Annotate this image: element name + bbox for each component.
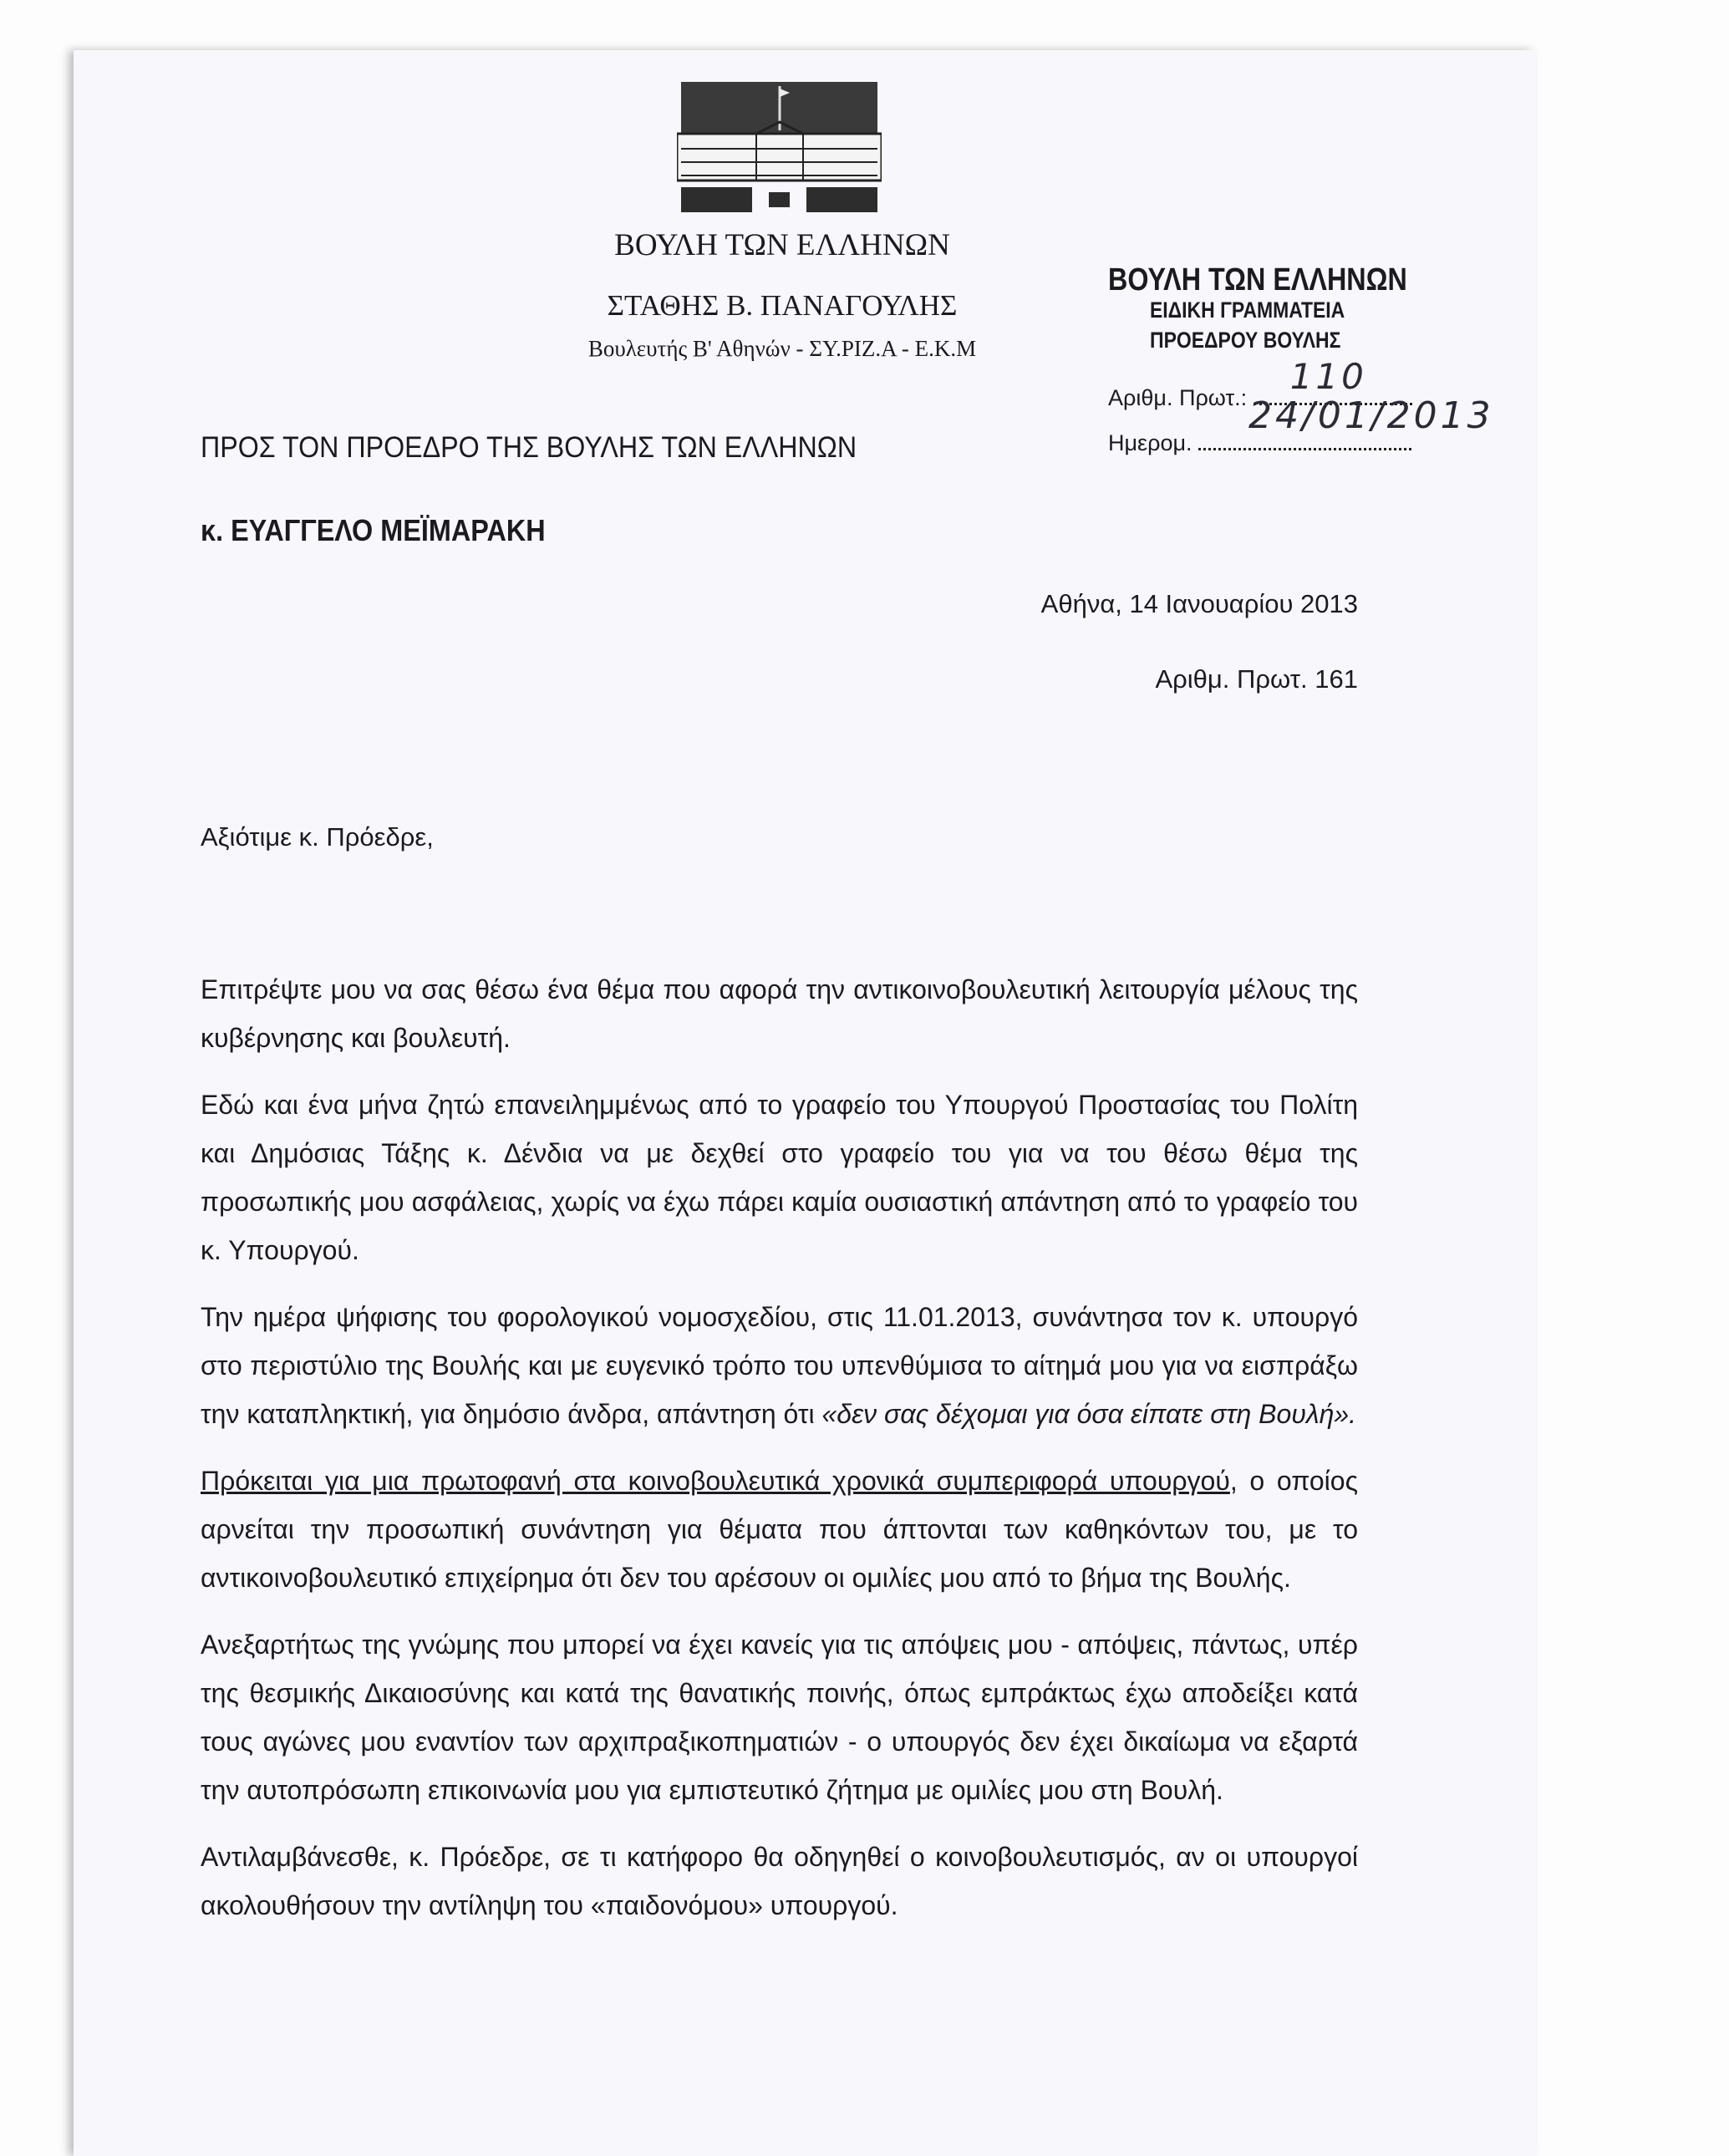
paragraph-1: Επιτρέψτε μου να σας θέσω ένα θέμα που αφορά την αντικοινοβουλευτική λειτουργία μέλους της κυβέρνησης και βουλευτή. xyxy=(201,974,1358,1053)
underlined-statement: Πρόκειται για μια πρωτοφανή στα κοινοβουλευτικά χρονικά συμπεριφορά υπουργού xyxy=(201,1466,1230,1496)
paragraph-6: Αντιλαμβάνεσθε, κ. Πρόεδρε, σε τι κατήφορο θα οδηγηθεί ο κοινοβουλευτισμός, αν οι υπουργοί ακολουθήσουν την αντίληψη του «παιδονόμου» υπουργού. xyxy=(201,1842,1358,1920)
paragraph-2: Εδώ και ένα μήνα ζητώ επανειλημμένως από το γραφείο του Υπουργού Προστασίας του Πολίτη και Δημόσιας Τάξης κ. Δένδια να με δεχθεί στο γραφείο του για να του θέσω θέμα της προσωπικής μου ασφάλειας, χωρίς να έχω πάρει καμία ουσιαστική απάντηση από το γραφείο του κ. Υπουργού. xyxy=(201,1090,1358,1265)
sender-role: Βουλευτής Β' Αθηνών - ΣΥ.ΡΙΖ.Α - Ε.Κ.Μ xyxy=(587,336,977,361)
paragraph-4: Πρόκειται για μια πρωτοφανή στα κοινοβουλευτικά χρονικά συμπεριφορά υπουργού, ο οποίος αρνείται την προσωπική συνάντηση για θέματα που άπτονται των καθηκόντων του, με το αντικοινοβουλευτικό επιχείρημα ότι δεν του αρέσουν οι ομιλίες μου από το βήμα της Βουλής. xyxy=(201,1466,1359,1593)
recipient-title: ΠΡΟΣ ΤΟΝ ΠΡΟΕΔΡΟ ΤΗΣ ΒΟΥΛΗΣ ΤΩΝ ΕΛΛΗΝΩΝ xyxy=(201,431,857,464)
salutation: Αξιότιμε κ. Πρόεδρε, xyxy=(201,822,434,852)
handwritten-protocol-number: 110 xyxy=(1289,356,1367,397)
paragraph-5: Ανεξαρτήτως της γνώμης που μπορεί να έχει κανείς για τις απόψεις μου - απόψεις, πάντως, υπέρ της θεσμικής Δικαιοσύνης και κατά της θανατικής ποινής, όπως εμπράκτως έχω αποδείξει κατά τους αγώνες μου εναντίον των αρχιπραξικοπηματιών - ο υπουργός δεν έχει δικαίωμα να εξαρτά την αυτοπρόσωπη επικοινωνία μου για εμπιστευτικό ζήτημα με ομιλίες μου στη Βουλή. xyxy=(201,1630,1358,1805)
sender-name: ΣΤΑΘΗΣ Β. ΠΑΝΑΓΟΥΛΗΣ xyxy=(607,289,958,322)
letter-body xyxy=(201,965,1358,1948)
quoted-reply: «δεν σας δέχομαι για όσα είπατε στη Βουλή». xyxy=(821,1399,1357,1429)
stamp-institution: ΒΟΥΛΗ ΤΩΝ ΕΛΛΗΝΩΝ xyxy=(1108,262,1407,297)
stamp-office: ΠΡΟΕΔΡΟΥ ΒΟΥΛΗΣ xyxy=(1150,328,1341,353)
date-label: Ημερομ. xyxy=(1108,430,1193,455)
paragraph-3: Την ημέρα ψήφισης του φορολογικού νομοσχεδίου, στις 11.01.2013, συνάντησα τον κ. υπουργό στο περιστύλιο της Βουλής και με ευγενικό τρόπο του υπενθύμισα το αίτημά μου για να εισπράξω την καταπληκτική, για δημόσιο άνδρα, απάντηση ότι «δεν σας δέχομαι για όσα είπατε στη Βουλή». xyxy=(201,1302,1358,1429)
institution-name: ΒΟΥΛΗ ΤΩΝ ΕΛΛΗΝΩΝ xyxy=(614,228,950,262)
stamp-department: ΕΙΔΙΚΗ ΓΡΑΜΜΑΤΕΙΑ xyxy=(1150,297,1345,323)
parliament-logo xyxy=(677,82,882,214)
handwritten-date: 24/01/2013 xyxy=(1248,394,1494,437)
recipient-name: κ. ΕΥΑΓΓΕΛΟ ΜΕΪΜΑΡΑΚΗ xyxy=(201,513,546,547)
protocol-number: Αριθμ. Πρωτ. 161 xyxy=(1155,664,1358,694)
protocol-label: Αριθμ. Πρωτ.: xyxy=(1108,385,1248,410)
place-date: Αθήνα, 14 Ιανουαρίου 2013 xyxy=(1040,589,1358,618)
